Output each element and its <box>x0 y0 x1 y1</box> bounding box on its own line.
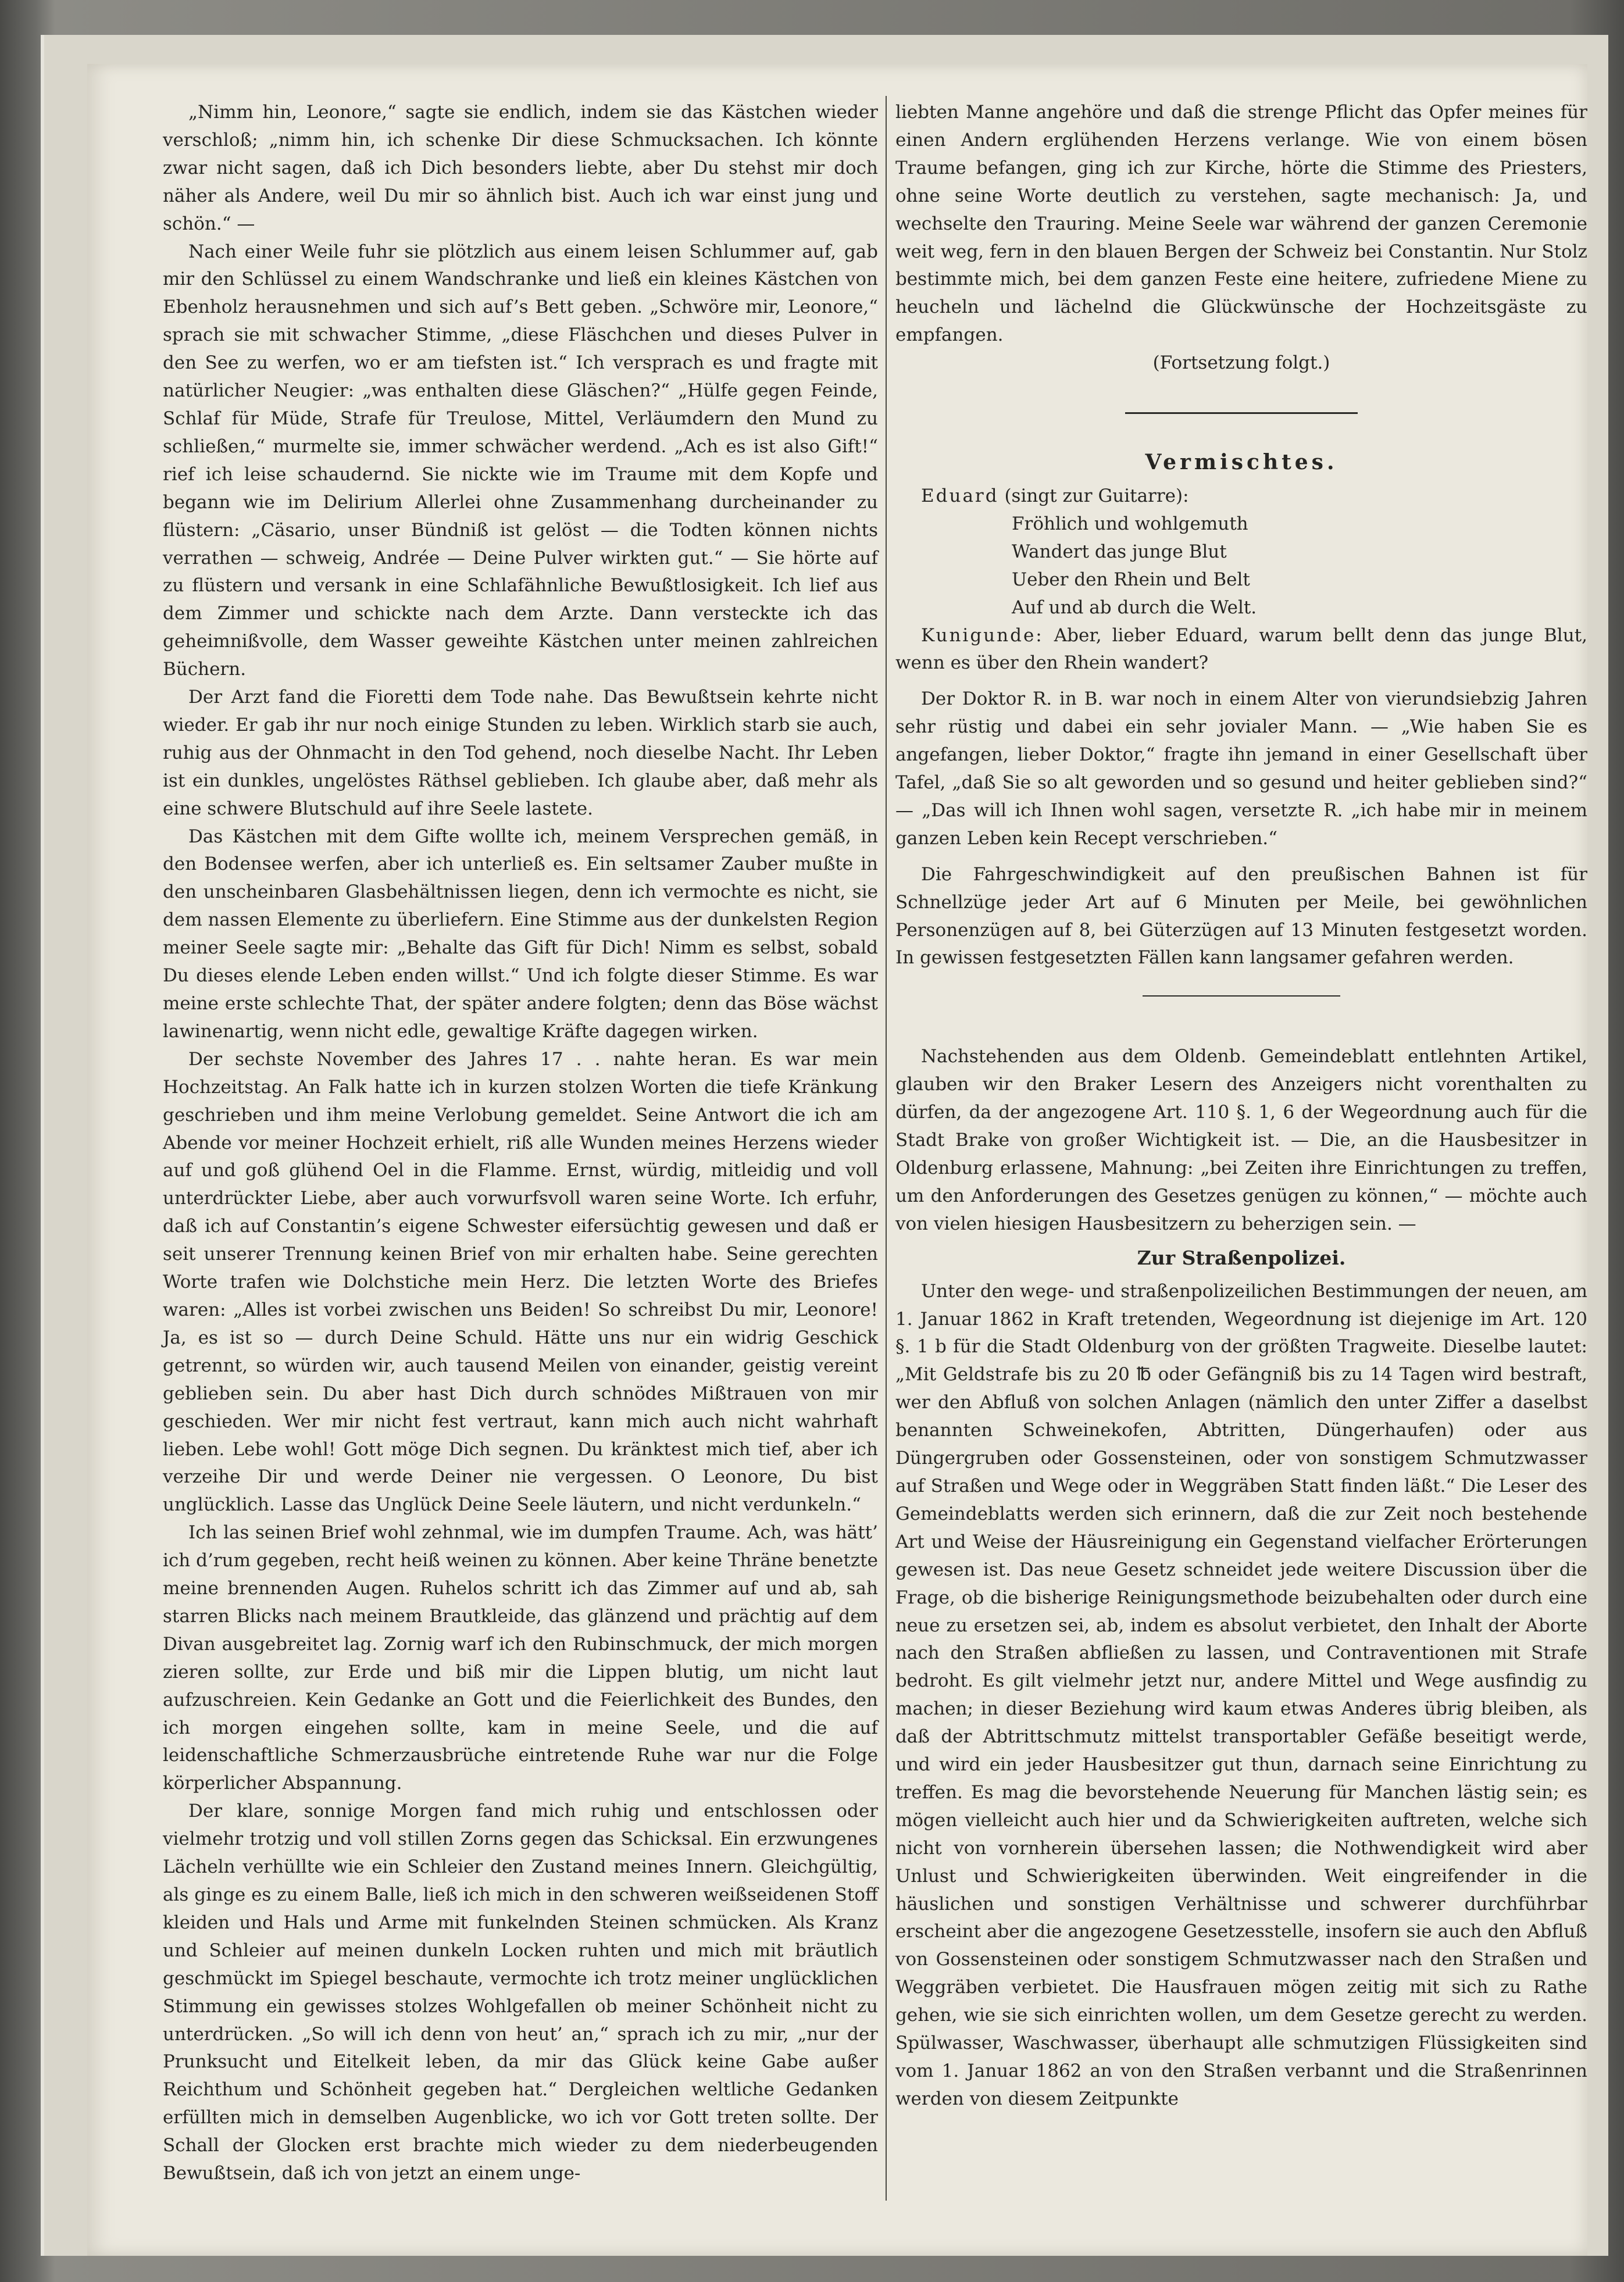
paragraph: Ich las seinen Brief wohl zehnmal, wie im dumpfen Traume. Ach, was hätt’ ich d’rum gegeben, recht heiß weinen zu können. Aber keine Thräne benetzte meine brennenden Augen. Ruhelos schritt ich das Zimmer auf und ab, sah starren Blicks nach meinem Brautkleide, das glänzend und prächtig auf dem Divan ausgebreitet lag. Zornig warf ich den Rubinschmuck, der mich morgen zieren sollte, zur Erde und biß mir die Lippen blutig, um nicht laut aufzuschreien. Kein Gedanke an Gott und die Feierlichkeit des Bundes, den ich morgen eingehen sollte, kam in meine Seele, und die auf leidenschaftliche Schmerzausbrüche eintretende Ruhe war nur die Folge körperlicher Abspannung. <box>163 1522 878 1794</box>
poem-line: Auf und ab durch die Welt. <box>1012 597 1257 618</box>
poem-line: Fröhlich und wohlgemuth <box>1012 513 1248 534</box>
poem-line: Ueber den Rhein und Belt <box>1012 569 1250 590</box>
section-rule <box>1125 412 1358 414</box>
speaker-name: Kunigunde: <box>921 624 1044 646</box>
right-column <box>895 99 1587 2113</box>
paragraph: „Nimm hin, Leonore,“ sagte sie endlich, indem sie das Kästchen wieder verschloß; „nimm hin, ich schenke Dir diese Schmucksachen. Ich könnte zwar nicht sagen, daß ich Dich besonders liebte, aber Du stehst mir doch näher als Andere, weil Du mir so ähnlich bist. Auch ich war einst jung und schön.“ — <box>163 102 878 234</box>
column-divider <box>886 96 887 2201</box>
divider-rule <box>1143 995 1340 997</box>
paragraph: Der Arzt fand die Fioretti dem Tode nahe. Das Bewußtsein kehrte nicht wieder. Er gab ihr nur noch einige Stunden zu leben. Wirklich starb sie auch, ruhig aus der Ohnmacht in den Tod gehend, noch dieselbe Nacht. Ihr Leben ist ein dunkles, ungelöstes Räthsel geblieben. Ich glaube aber, daß mehr als eine schwere Blutschuld auf ihre Seele lastete. <box>163 687 878 819</box>
reply-text: Aber, lieber Eduard, warum bellt denn das junge Blut, wenn es über den Rhein wandert? <box>895 624 1588 674</box>
dialogue-intro <box>895 483 1587 510</box>
speaker-note: (singt zur Guitarre): <box>1004 485 1189 506</box>
section-title: Vermischtes. <box>1145 450 1338 475</box>
police-paragraph: Unter den wege- und straßenpolizeilichen Bestimmungen der neuen, am 1. Januar 1862 in Kraft tretenden, Wegeordnung ist diejenige im Art. 120 §. 1 b für die Stadt Oldenburg von der größten Tragweite. Dieselbe lautet: „Mit Geldstrafe bis zu 20 ℔ oder Gefängniß bis zu 14 Tagen wird bestraft, wer den Abfluß von solchen Anlagen (nämlich den unter Ziffer a daselbst benannten Schweinekofen, Abtritten, Düngerhaufen) oder aus Düngergruben oder Gossensteinen, oder von sonstigem Schmutzwasser auf Straßen und Wege oder in Weggräben Statt finden läßt.“ Die Leser des Gemeindeblatts werden sich erinnern, daß die zur Zeit noch bestehende Art und Weise der Häusreinigung ein Gegenstand vielfacher Erörterungen gewesen ist. Das neue Gesetz schneidet jede weitere Discussion über die Frage, ob die bisherige Reinigungsmethode beizubehalten oder durch eine neue zu ersetzen sei, ab, indem es absolut verbietet, den Inhalt der Aborte nach den Straßen abfließen zu lassen, und Contraventionen mit Strafe bedroht. Es gilt vielmehr jetzt nur, andere Mittel und Wege ausfindig zu machen; in dieser Beziehung wird kaum etwas Anderes übrig bleiben, als daß der Abtrittschmutz mittelst transportabler Gefäße beseitigt werde, und wird ein jeder Hausbesitzer gut thun, darnach seine Einrichtung zu treffen. Es mag die bevorstehende Neuerung für Manchen lästig sein; es mögen vielleicht auch hier und da Schwierigkeiten auftreten, welche sich nicht von vornherein übersehen lassen; die Nothwendigkeit wird aber Unlust und Schwierigkeiten überwinden. Weit eingreifender in die häuslichen und sonstigen Verhältnisse und schwerer durchführbar erscheint aber die angezogene Gesetzesstelle, insofern sie auch den Abfluß von Gossensteinen oder sonstigem Schmutzwasser nach den Straßen und Weggräben verbietet. Die Hausfrauen mögen zeitig mit sich zu Rathe gehen, wie sie sich einrichten wollen, um dem Gesetze gerecht zu werden. Spülwasser, Waschwasser, überhaupt alle schmutzigen Flüssigkeiten sind vom 1. Januar 1862 an von den Straßen verbannt und die Straßenrinnen werden von diesem Zeitpunkte <box>895 1280 1587 2109</box>
subsection-title: Zur Straßenpolizei. <box>1137 1246 1346 1269</box>
anecdote: Der Doktor R. in B. war noch in einem Alter von vierundsiebzig Jahren sehr rüstig und dabei ein sehr jovialer Mann. — „Wie haben Sie es angefangen, lieber Doktor,“ fragte ihn jemand in einer Gesellschaft über Tafel, „daß Sie so alt geworden und so gesund und heiter geblieben sind?“ — „Das will ich Ihnen wohl sagen, versetzte R. „ich habe mir in meinem ganzen Leben kein Recept verschrieben.“ <box>895 688 1587 849</box>
speaker-name: Eduard <box>921 485 999 506</box>
paragraph: Der klare, sonnige Morgen fand mich ruhig und entschlossen oder vielmehr trotzig und voll stillen Zorns gegen das Schicksal. Ein erzwungenes Lächeln verhüllte wie ein Schleier den Zustand meines Innern. Gleichgültig, als ginge es zu einem Balle, ließ ich mich in den schweren weißseidenen Stoff kleiden und Hals und Arme mit funkelnden Steinen schmücken. Als Kranz und Schleier auf meinen dunkeln Locken ruhten und mich mit bräutlich geschmückt im Spiegel beschaute, vermochte ich trotz meiner unglücklichen Stimmung ein gewisses stolzes Wohlgefallen ob meiner Schönheit nicht zu unterdrücken. „So will ich denn von heut’ an,“ sprach ich zu mir, „nur der Prunksucht und Eitelkeit leben, da mir das Glück keine Gabe außer Reichthum und Schönheit gegeben hat.“ Dergleichen weltliche Gedanken erfüllten mich in demselben Augenblicke, wo ich vor Gott treten sollte. Der Schall der Glocken erst brachte mich wieder zu dem niederbeugenden Bewußtsein, daß ich von jetzt an einem unge- <box>163 1801 878 2184</box>
story-continuation: liebten Manne angehöre und daß die strenge Pflicht das Opfer meines für einen Andern erglühenden Herzens verlange. Wie von einem bösen Traume befangen, ging ich zur Kirche, hörte die Stimme des Priesters, ohne seine Worte deutlich zu verstehen, sagte mechanisch: Ja, und wechselte den Trauring. Meine Seele war während der ganzen Ceremonie weit weg, fern in den blauen Bergen der Schweiz bei Constantin. Nur Stolz bestimmte mich, bei dem ganzen Feste eine heitere, zufriedene Miene zu heucheln und lächelnd die Glückwünsche der Hochzeitsgäste zu empfangen. <box>895 102 1587 346</box>
notice-paragraph: Nachstehenden aus dem Oldenb. Gemeindeblatt entlehnten Artikel, glauben wir den Braker Lesern des Anzeigers nicht vorenthalten zu dürfen, da der angezogene Art. 110 §. 1, 6 der Wegeordnung auch für die Stadt Brake von großer Wichtigkeit ist. — Die, an die Hausbesitzer in Oldenburg erlassene, Mahnung: „bei Zeiten ihre Einrichtungen zu treffen, um den Anforderungen des Gesetzes genügen zu können,“ — möchte auch von vielen hiesigen Hausbesitzern zu beherzigen sein. — <box>895 1046 1587 1234</box>
left-column <box>163 99 878 2188</box>
poem-line: Wandert das junge Blut <box>1012 541 1227 562</box>
railway-notice: Die Fahrgeschwindigkeit auf den preußischen Bahnen ist für Schnellzüge jeder Art auf 6 Minuten per Meile, bei gewöhnlichen Personenzügen auf 8, bei Güterzügen auf 13 Minuten festgesetzt worden. In gewissen festgesetzten Fällen kann langsamer gefahren werden. <box>895 863 1587 969</box>
paragraph: Der sechste November des Jahres 17 . . nahte heran. Es war mein Hochzeitstag. An Falk hatte ich in kurzen stolzen Worten die tiefe Kränkung geschrieben und ihm meine Verlobung gemeldet. Seine Antwort die ich am Abende vor meiner Hochzeit erhielt, riß alle Wunden meines Herzens wieder auf und goß glühend Oel in die Flamme. Ernst, würdig, mitleidig und voll unterdrückter Liebe, aber auch vorwurfsvoll waren seine Worte. Ich erfuhr, daß ich auf Constantin’s eigene Schwester eifersüchtig gewesen und daß er seit unserer Trennung keinen Brief von mir erhalten habe. Seine gerechten Worte trafen wie Dolchstiche mein Herz. Die letzten Worte des Briefes waren: „Alles ist vorbei zwischen uns Beiden! So schreibst Du mir, Leonore! Ja, es ist so — durch Deine Schuld. Hätte uns nur ein widrig Geschick getrennt, so würden wir, auch tausend Meilen von einander, geistig vereint geblieben sein. Du aber hast Dich durch schnödes Mißtrauen von mir geschieden. Wer mir nicht fest vertraut, kann mich auch nicht wahrhaft lieben. Lebe wohl! Gott möge Dich segnen. Du kränktest mich tief, aber ich verzeihe Dir und werde Deiner nie vergessen. O Leonore, Du bist unglücklich. Lasse das Unglück Deine Seele läutern, und nicht verdunkeln.“ <box>163 1048 878 1516</box>
to-be-continued: (Fortsetzung folgt.) <box>1152 352 1330 374</box>
paragraph: Nach einer Weile fuhr sie plötzlich aus einem leisen Schlummer auf, gab mir den Schlüssel zu einem Wandschranke und ließ ein kleines Kästchen von Ebenholz herausnehmen und sich auf’s Bett geben. „Schwöre mir, Leonore,“ sprach sie mit schwacher Stimme, „diese Fläschchen und dieses Pulver in den See zu werfen, wo er am tiefsten ist.“ Ich versprach es und fragte mit natürlicher Neugier: „was enthalten diese Gläschen?“ „Hülfe gegen Feinde, Schlaf für Müde, Strafe für Treulose, Mittel, Verläumdern den Mund zu schließen,“ murmelte sie, immer schwächer werdend. „Ach es ist also Gift!“ rief ich leise schaudernd. Sie nickte wie im Traume mit dem Kopfe und begann wie im Delirium Allerlei ohne Zusammenhang durcheinander zu flüstern: „Cäsario, unser Bündniß ist gelöst — die Todten können nichts verrathen — schweig, Andrée — Deine Pulver wirkten gut.“ — Sie hörte auf zu flüstern und versank in eine Schlafähnliche Bewußtlosigkeit. Ich lief aus dem Zimmer und schickte nach dem Arzte. Dann versteckte ich das geheimnißvolle, dem Wasser geweihte Kästchen unter meinen zahlreichen Büchern. <box>163 241 878 680</box>
dialogue-reply <box>895 622 1587 678</box>
paragraph: Das Kästchen mit dem Gifte wollte ich, meinem Versprechen gemäß, in den Bodensee werfen, aber ich unterließ es. Ein seltsamer Zauber mußte in den unscheinbaren Glasbehältnissen liegen, denn ich vermochte es nicht, sie dem nassen Elemente zu überliefern. Eine Stimme aus der dunkelsten Region meiner Seele sagte mir: „Behalte das Gift für Dich! Nimm es selbst, sobald Du dieses elende Leben enden willst.“ Und ich folgte dieser Stimme. Es war meine erste schlechte That, der später andere folgten; denn das Böse wächst lawinenartig, wenn nicht edle, gewaltige Kräfte dagegen wirken. <box>163 826 878 1042</box>
